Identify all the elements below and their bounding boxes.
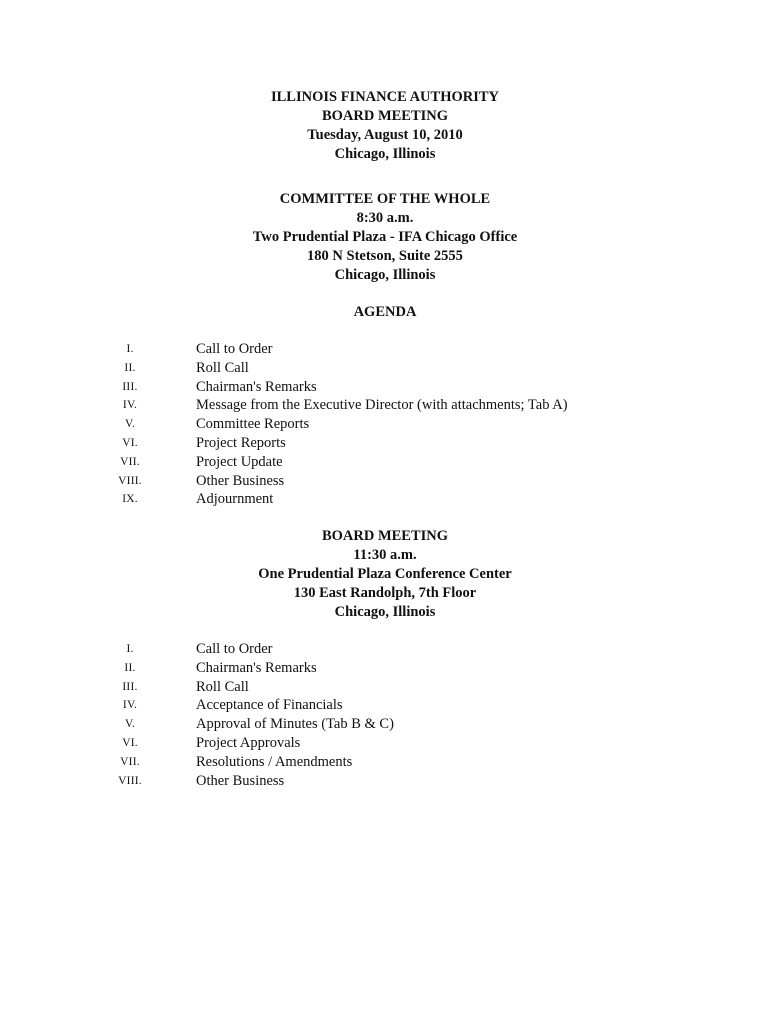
list-item <box>0 678 770 697</box>
committee-address: 180 N Stetson, Suite 2555 <box>307 248 463 264</box>
item-text: Roll Call <box>196 359 249 376</box>
item-number: III. <box>122 680 138 693</box>
item-number: I. <box>126 643 134 655</box>
item-number: V. <box>124 418 136 431</box>
item-text: Resolutions / Amendments <box>196 753 353 770</box>
agenda-heading-block <box>0 303 770 322</box>
item-text: Call to Order <box>196 341 273 357</box>
item-number: VII. <box>120 455 140 468</box>
board-city: Chicago, Illinois <box>334 604 436 620</box>
meeting-city: Chicago, Illinois <box>334 146 436 162</box>
list-item <box>0 434 770 453</box>
item-text: Acceptance of Financials <box>196 697 343 714</box>
document-header <box>0 88 770 164</box>
item-number: IV. <box>122 399 138 412</box>
item-number: VIII. <box>118 474 142 487</box>
item-number: VII. <box>120 755 140 768</box>
list-item <box>0 453 770 472</box>
item-text: Chairman's Remarks <box>196 378 317 395</box>
item-text: Approval of Minutes (Tab B & C) <box>196 716 394 733</box>
item-text: Chairman's Remarks <box>196 659 317 676</box>
item-number: III. <box>122 380 138 393</box>
item-number: IV. <box>122 699 138 712</box>
committee-time: 8:30 a.m. <box>356 210 414 226</box>
item-text: Project Update <box>196 453 283 470</box>
list-item <box>0 772 770 791</box>
item-number: V. <box>124 718 136 731</box>
list-item <box>0 396 770 415</box>
list-item <box>0 753 770 772</box>
item-text: Message from the Executive Director (with attachments; Tab A) <box>196 397 568 414</box>
item-text: Other Business <box>196 472 285 489</box>
list-item <box>0 734 770 753</box>
item-number: VI. <box>122 736 138 749</box>
committee-venue: Two Prudential Plaza - IFA Chicago Office <box>252 229 518 245</box>
list-item <box>0 415 770 434</box>
agenda-heading: AGENDA <box>353 304 417 320</box>
committee-title: COMMITTEE OF THE WHOLE <box>279 191 491 207</box>
item-number: I. <box>126 343 134 355</box>
committee-agenda-list <box>0 340 770 509</box>
list-item <box>0 472 770 491</box>
meeting-title: BOARD MEETING <box>321 108 449 124</box>
committee-header <box>0 190 770 285</box>
item-number: VI. <box>122 436 138 449</box>
board-time: 11:30 a.m. <box>353 547 417 563</box>
item-text: Adjournment <box>196 491 274 508</box>
board-agenda-list <box>0 640 770 790</box>
item-text: Project Reports <box>196 434 286 451</box>
board-title: BOARD MEETING <box>321 528 449 544</box>
list-item <box>0 490 770 509</box>
list-item <box>0 640 770 659</box>
item-text: Committee Reports <box>196 416 310 433</box>
meeting-date: Tuesday, August 10, 2010 <box>307 127 463 143</box>
list-item <box>0 696 770 715</box>
board-header <box>0 527 770 622</box>
list-item <box>0 359 770 378</box>
item-number: VIII. <box>118 774 142 787</box>
item-number: II. <box>124 661 136 674</box>
item-text: Roll Call <box>196 678 249 695</box>
board-address: 130 East Randolph, 7th Floor <box>293 585 477 601</box>
committee-city: Chicago, Illinois <box>334 267 436 283</box>
item-text: Call to Order <box>196 641 273 657</box>
list-item <box>0 340 770 359</box>
item-text: Project Approvals <box>196 734 301 751</box>
item-number: IX. <box>122 493 138 506</box>
organization-name: ILLINOIS FINANCE AUTHORITY <box>270 89 500 105</box>
item-text: Other Business <box>196 772 285 789</box>
list-item <box>0 715 770 734</box>
list-item <box>0 659 770 678</box>
item-number: II. <box>124 361 136 374</box>
board-venue: One Prudential Plaza Conference Center <box>258 566 512 582</box>
list-item <box>0 378 770 397</box>
